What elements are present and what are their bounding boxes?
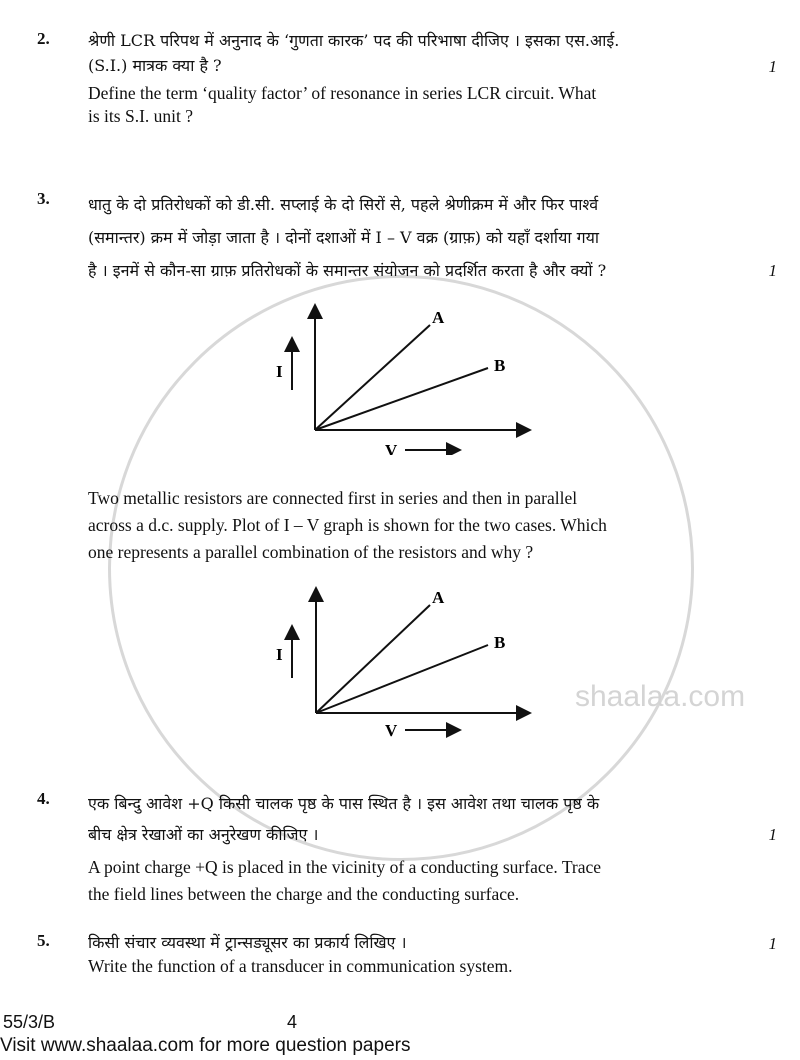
- question-text-hindi: एक बिन्दु आवेश +Q किसी चालक पृष्ठ के पास स्थित है । इस आवेश तथा चालक पृष्ठ के: [88, 794, 600, 813]
- marks: 1: [768, 57, 777, 76]
- y-label: I: [276, 645, 283, 664]
- line-b: [316, 645, 488, 713]
- x-label: V: [385, 721, 398, 738]
- question-text-hindi: (समान्तर) क्रम में जोड़ा जाता है । दोनों दशाओं में I – V वक्र (ग्राफ़) को यहाँ दर्शाया गया: [88, 228, 600, 247]
- y-label: I: [276, 362, 283, 381]
- question-2: [37, 28, 777, 128]
- iv-graph-hindi: [270, 295, 540, 455]
- line-a: [316, 605, 430, 713]
- question-text-hindi: है । इनमें से कौन-सा ग्राफ़ प्रतिरोधकों के समान्तर संयोजन को प्रदर्शित करता है और क्यों ?: [88, 261, 607, 280]
- question-number: 5.: [37, 931, 50, 950]
- marks: 1: [768, 261, 777, 280]
- line-b-label: B: [494, 356, 506, 375]
- question-text-english: Define the term ‘quality factor’ of resonance in series LCR circuit. What: [88, 83, 597, 103]
- line-a-label: A: [432, 308, 445, 327]
- question-3: [37, 188, 777, 738]
- question-number: 3.: [37, 189, 50, 208]
- question-text-english: Two metallic resistors are connected first in series and then in parallel: [88, 488, 578, 508]
- marks: 1: [768, 825, 777, 844]
- question-number: 2.: [37, 29, 50, 48]
- question-text-hindi: बीच क्षेत्र रेखाओं का अनुरेखण कीजिए ।: [88, 825, 319, 844]
- line-a: [315, 325, 430, 430]
- marks: 1: [768, 934, 777, 953]
- question-5: [37, 930, 777, 978]
- question-text-hindi: श्रेणी LCR परिपथ में अनुनाद के ‘गुणता कारक’ पद की परिभाषा दीजिए । इसका एस.आई.: [88, 31, 620, 50]
- line-b: [315, 368, 488, 430]
- question-number: 4.: [37, 789, 50, 808]
- question-4: [37, 788, 777, 908]
- question-text-hindi: (S.I.) मात्रक क्या है ?: [88, 56, 222, 75]
- question-text-english: across a d.c. supply. Plot of I – V graph is shown for the two cases. Which: [88, 515, 607, 535]
- paper-code: 55/3/B: [3, 1012, 56, 1032]
- page-number: 4: [287, 1012, 298, 1032]
- question-text-english: Write the function of a transducer in communication system.: [88, 956, 513, 976]
- question-text-hindi: धातु के दो प्रतिरोधकों को डी.सी. सप्लाई के दो सिरों से, पहले श्रेणीक्रम में और फिर पार्श्व: [88, 195, 599, 214]
- x-label: V: [385, 441, 398, 455]
- visit-link[interactable]: Visit www.shaalaa.com for more question papers: [0, 1035, 411, 1056]
- question-text-english: is its S.I. unit ?: [88, 106, 194, 126]
- line-b-label: B: [494, 633, 506, 652]
- question-text-english: the field lines between the charge and the conducting surface.: [88, 884, 520, 904]
- question-text-english: A point charge +Q is placed in the vicinity of a conducting surface. Trace: [88, 857, 602, 877]
- line-a-label: A: [432, 588, 445, 607]
- watermark-text: shaalaa.com: [575, 680, 746, 713]
- iv-graph-english: [270, 578, 540, 738]
- question-text-english: one represents a parallel combination of the resistors and why ?: [88, 542, 534, 562]
- question-text-hindi: किसी संचार व्यवस्था में ट्रान्सड्यूसर का प्रकार्य लिखिए ।: [88, 933, 407, 952]
